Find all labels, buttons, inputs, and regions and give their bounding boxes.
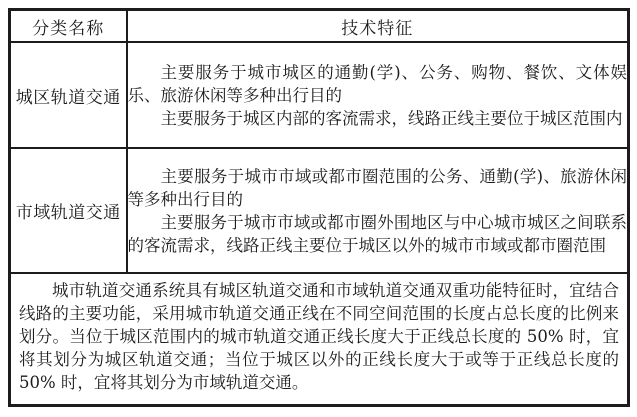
table-row: [10, 42, 629, 148]
feature-paragraph: 主要服务于城市城区的通勤(学)、公务、购物、餐饮、文体娱乐、旅游休闲等多种出行目的: [127, 62, 627, 105]
table-header-row: [10, 10, 629, 43]
feature-paragraph: 主要服务于城市市域或都市圈范围的公务、通勤(学)、旅游休闲等多种出行目的: [127, 166, 627, 209]
urban-rail-name: 城区轨道交通: [10, 42, 127, 148]
header-technical-features: 技术特征: [127, 10, 629, 43]
urban-rail-features: [127, 42, 629, 148]
metro-area-rail-features: [127, 148, 629, 273]
feature-paragraph: 主要服务于城市市域或都市圈外围地区与中心城市城区之间联系的客流需求，线路正线主要位于城区以外的城市市域或都市圈范围: [127, 212, 627, 255]
feature-paragraph: 主要服务于城区内部的客流需求，线路正线主要位于城区范围内: [160, 108, 623, 128]
header-classification-name: 分类名称: [10, 10, 127, 43]
note-cell: [10, 273, 629, 406]
metro-area-rail-name: 市域轨道交通: [10, 148, 127, 273]
table-note-row: [10, 273, 629, 406]
table-row: [10, 148, 629, 273]
note-paragraph: 城市轨道交通系统具有城区轨道交通和市域轨道交通双重功能特征时，宜结合线路的主要功能，采用城市轨道交通正线在不同空间范围的长度占总长度的比例来划分。当位于城区范围内的城市轨道交通正线长度大于正线总长度的 50% 时，宜将其划分为城区轨道交通；当位于城区以外的正线长度大于或等于正线总长度的 50% 时，宜将其划分为市域轨道交通。: [19, 281, 619, 392]
rail-transit-classification-table: [8, 8, 630, 407]
